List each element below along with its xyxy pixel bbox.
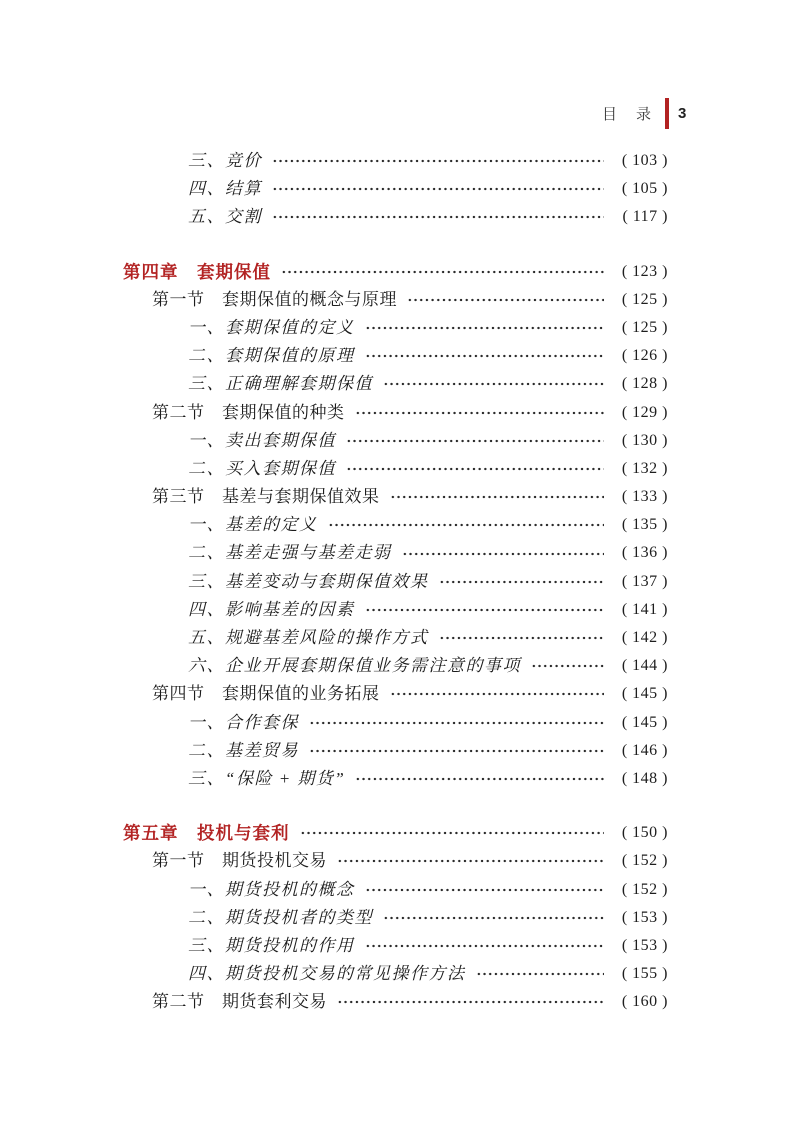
toc-entry-page: ( 144 ) [621,657,668,675]
toc-entry-page: ( 125 ) [621,318,668,336]
toc-entry-page: ( 129 ) [621,403,668,421]
toc-entry [123,680,668,708]
toc-entry [123,203,668,231]
dot-leader [383,914,604,922]
toc-entry-label: 五、规避基差风险的操作方式 [188,628,429,647]
toc-entry-label: 一、期货投机的概念 [188,879,355,899]
toc-entry [123,539,668,567]
dot-leader [309,719,604,727]
toc-entry [123,819,668,847]
toc-entry-label: 第四节 套期保值的业务拓展 [152,684,380,704]
dot-leader [365,942,605,950]
toc-entry [123,652,668,680]
toc-entry-page: ( 133 ) [621,488,668,506]
dot-leader [281,268,604,276]
toc-entry-label: 一、合作套保 [188,712,299,732]
dot-leader [439,634,605,642]
toc-entry-label: 第三节 基差与套期保值效果 [152,487,380,507]
toc-entry [123,427,668,455]
dot-leader [346,465,604,473]
toc-entry-label: 四、影响基差的因素 [188,599,355,619]
dot-leader [365,324,605,332]
toc-entry-label: 四、期货投机交易的常见操作方法 [188,964,466,984]
toc-entry [123,737,668,765]
toc-entry-page: ( 141 ) [621,600,668,618]
toc-entry [123,370,668,398]
toc-entry [123,399,668,427]
toc-entry-page: ( 145 ) [621,685,668,703]
toc-entry-page: ( 105 ) [621,180,668,198]
toc-entry-label: 第一节 套期保值的概念与原理 [152,289,397,309]
toc-entry-label: 六、企业开展套期保值业务需注意的事项 [188,656,521,676]
toc-entry-label: 四、结算 [188,179,262,199]
dot-leader [439,578,605,586]
toc-entry-page: ( 132 ) [621,459,668,477]
toc-entry-page: ( 128 ) [621,375,668,393]
toc-entry [123,483,668,511]
toc-entry-page: ( 137 ) [621,572,668,590]
toc-entry [123,960,668,988]
toc-entry-label: 一、基差的定义 [188,515,318,535]
toc-entry-page: ( 155 ) [621,965,668,983]
toc-entry-label: 三、基差变动与套期保值效果 [188,571,429,591]
toc-entry-page: ( 160 ) [621,993,668,1011]
toc-entry-label: 二、基差走强与基差走弱 [188,543,392,563]
running-head [0,96,690,130]
toc-entry [123,765,668,793]
toc-entry-label: 二、期货投机者的类型 [188,907,373,927]
toc-entry [123,568,668,596]
toc-entry [123,904,668,932]
accent-bar [665,98,669,129]
toc-entry-page: ( 130 ) [621,431,668,449]
toc-entry [123,342,668,370]
toc-entry-page: ( 148 ) [621,769,668,787]
toc-entry-label: 第二节 期货套利交易 [152,992,327,1012]
toc-entry [123,988,668,1016]
toc-entry-label: 三、期货投机的作用 [188,935,355,955]
toc-entry-page: ( 126 ) [621,347,668,365]
toc-entry-page: ( 152 ) [621,852,668,870]
dot-leader [300,829,605,837]
toc-entry-label: 二、买入套期保值 [188,458,336,478]
toc-entry-label: 第五章 投机与套利 [123,823,290,844]
toc-entry [123,258,668,286]
dot-leader [328,521,605,529]
toc-entry-page: ( 142 ) [621,629,668,646]
dot-leader [272,213,604,221]
toc-entry [123,876,668,904]
dot-leader [272,157,604,165]
toc-entry-page: ( 123 ) [621,262,668,280]
dot-leader [337,857,604,865]
toc-entry-page: ( 135 ) [621,516,668,534]
dot-leader [309,747,604,755]
dot-leader [337,998,604,1006]
toc-entry-label: 一、卖出套期保值 [188,430,336,450]
toc-entry-label: 第一节 期货投机交易 [152,851,327,871]
toc-entry-page: ( 153 ) [621,908,668,926]
dot-leader [531,662,604,670]
toc-entry-label: 三、竞价 [188,151,262,170]
toc-entry-page: ( 103 ) [621,152,668,169]
dot-leader [476,970,605,978]
dot-leader [355,409,605,417]
toc-entry [123,624,668,652]
toc-entry [123,847,668,875]
dot-leader [365,352,605,360]
toc-entry [123,455,668,483]
running-head-title: 目 录 [601,106,653,123]
toc-entry [123,709,668,737]
dot-leader [355,775,604,783]
dot-leader [390,690,605,698]
toc-entry [123,147,668,175]
toc-entry-label: 三、“保险 + 期货” [188,768,346,788]
dot-leader [383,380,604,388]
toc-entry-label: 一、套期保值的定义 [188,317,355,337]
toc-entry-page: ( 150 ) [621,824,668,842]
toc-entry-label: 三、正确理解套期保值 [188,374,373,394]
toc-entry-page: ( 136 ) [621,544,668,562]
dot-leader [390,493,605,501]
toc-entry [123,511,668,539]
toc-entry-label: 二、套期保值的原理 [188,346,355,366]
dot-leader [272,185,604,193]
toc-entry [123,932,668,960]
toc-entry-label: 第二节 套期保值的种类 [152,402,345,422]
folio-page-number: 3 [678,104,687,122]
dot-leader [365,886,605,894]
dot-leader [365,606,605,614]
toc-entry-page: ( 125 ) [621,290,668,308]
toc-entry-page: ( 145 ) [621,713,668,731]
toc-list [123,147,668,1016]
toc-entry-label: 第四章 套期保值 [123,261,271,282]
toc-entry [123,314,668,342]
dot-leader [402,550,605,558]
toc-entry-page: ( 117 ) [622,208,668,226]
toc-entry [123,596,668,624]
dot-leader [407,296,604,304]
toc-entry-label: 五、交割 [188,207,262,227]
toc-entry-page: ( 152 ) [621,880,668,898]
toc-entry [123,286,668,314]
toc-entry-page: ( 153 ) [621,936,668,954]
toc-entry-page: ( 146 ) [621,741,668,759]
toc-entry-label: 二、基差贸易 [188,740,299,760]
dot-leader [346,437,604,445]
toc-entry [123,175,668,203]
